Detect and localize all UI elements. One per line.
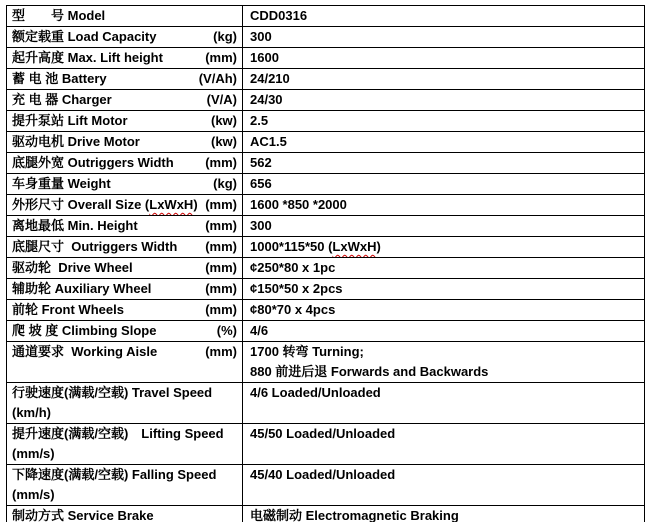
label-text: 底腿尺寸 Outriggers Width [12,239,178,254]
label-text: 车身重量 Weight [12,176,111,191]
value-text: AC1.5 [250,134,287,149]
value-text: 24/210 [250,71,290,86]
spec-row-lifting-speed [7,424,645,465]
label-text-line2: (mm/s) [12,487,55,502]
spec-row-drive-motor [7,132,645,153]
label-text: 外形尺寸 Overall Size (LxWxH) [12,197,198,212]
label-cell [7,424,243,465]
value-text: 562 [250,155,272,170]
spec-row-front-wheels [7,300,645,321]
value-text: 1600 *850 *2000 [250,197,347,212]
label-text: 辅助轮 Auxiliary Wheel [12,281,152,296]
spec-row-weight [7,174,645,195]
spellcheck-wavy-underline: LxWxH [149,197,194,212]
spec-row-lift-motor [7,111,645,132]
label-text: 起升高度 Max. Lift height [12,50,163,65]
value-cell [243,321,645,342]
unit-text: (V/A) [206,92,237,107]
unit-text: (kg) [213,29,237,44]
label-text: 前轮 Front Wheels [12,302,124,317]
spec-row-travel-speed [7,383,645,424]
value-cell [243,342,645,383]
value-text: ¢80*70 x 4pcs [250,302,336,317]
value-text-line1: 1700 转弯 Turning; [250,344,364,359]
value-cell [243,300,645,321]
label-text: 型 号 Model [12,8,106,23]
label-cell [7,6,243,27]
unit-text: (mm) [205,302,237,317]
label-cell [7,216,243,237]
unit-text: (kg) [213,176,237,191]
value-text: 300 [250,29,272,44]
value-text: ¢150*50 x 2pcs [250,281,343,296]
unit-text: (mm) [205,197,237,212]
value-text: 4/6 [250,323,269,338]
spec-row-service-brake [7,506,645,522]
unit-text: (mm) [205,260,237,275]
label-text: 蓄 电 池 Battery [12,71,107,86]
label-cell [7,300,243,321]
value-cell [243,195,645,216]
value-cell [243,279,645,300]
spec-row-outriggers-width [7,153,645,174]
label-text: 制动方式 Service Brake [12,508,154,522]
spec-row-auxiliary-wheel [7,279,645,300]
spec-row-battery [7,69,645,90]
label-text-line1: 下降速度(满载/空载) Falling Speed [12,467,217,482]
value-cell [243,506,645,522]
label-cell [7,258,243,279]
value-text: 24/30 [250,92,283,107]
value-text: 45/50 Loaded/Unloaded [250,426,396,441]
label-cell [7,27,243,48]
value-text: 2.5 [250,113,269,128]
label-cell [7,195,243,216]
label-text: 行驶速度(满载/空载) Travel Speed (km/h) [12,385,216,420]
label-text-line1: 提升速度(满载/空载) Lifting Speed [12,426,224,441]
value-cell [243,153,645,174]
label-cell [7,465,243,506]
unit-text: (mm) [205,281,237,296]
unit-text: (mm) [205,344,237,359]
spec-row-overall-size [7,195,645,216]
value-cell [243,111,645,132]
spec-row-charger [7,90,645,111]
label-text: 额定载重 Load Capacity [12,29,157,44]
value-cell [243,424,645,465]
label-cell [7,237,243,258]
value-text: 电磁制动 Electromagnetic Braking [250,508,459,522]
value-cell [243,132,645,153]
label-text: 充 电 器 Charger [12,92,112,107]
spec-row-falling-speed [7,465,645,506]
spec-row-min-height [7,216,645,237]
value-cell [243,258,645,279]
spellcheck-wavy-underline: LxWxH [332,239,377,254]
label-cell [7,174,243,195]
value-cell [243,465,645,506]
label-cell [7,342,243,383]
label-cell [7,111,243,132]
value-text: 300 [250,218,272,233]
value-cell [243,174,645,195]
value-cell [243,27,645,48]
value-cell [243,383,645,424]
value-text: 4/6 Loaded/Unloaded [250,385,381,400]
spec-row-drive-wheel [7,258,645,279]
spec-row-outriggers-size [7,237,645,258]
spec-row-climbing-slope [7,321,645,342]
label-cell [7,69,243,90]
unit-text: (mm) [205,155,237,170]
value-cell [243,6,645,27]
value-cell [243,90,645,111]
unit-text: (kw) [211,134,237,149]
spec-row-model [7,6,645,27]
label-text: 通道要求 Working Aisle [12,344,158,359]
value-text: 45/40 Loaded/Unloaded [250,467,396,482]
label-text: 提升泵站 Lift Motor [12,113,128,128]
value-cell [243,69,645,90]
spec-row-lift-height [7,48,645,69]
spec-row-working-aisle [7,342,645,383]
spec-row-load-capacity [7,27,645,48]
label-text: 驱动轮 Drive Wheel [12,260,133,275]
label-text-line2: (mm/s) [12,446,55,461]
unit-text: (V/Ah) [198,71,237,86]
value-cell [243,237,645,258]
value-text: CDD0316 [250,8,308,23]
unit-text: (kw) [211,113,237,128]
label-cell [7,48,243,69]
label-cell [7,132,243,153]
label-cell [7,383,243,424]
label-cell [7,321,243,342]
unit-text: (mm) [205,218,237,233]
value-text: 1000*115*50 (LxWxH) [250,239,381,254]
spec-table [6,5,645,522]
label-text: 底腿外宽 Outriggers Width [12,155,174,170]
value-text: 1600 [250,50,279,65]
label-text: 驱动电机 Drive Motor [12,134,140,149]
value-cell [243,216,645,237]
value-text: 656 [250,176,272,191]
value-cell [243,48,645,69]
unit-text: (mm) [205,50,237,65]
label-text: 爬 坡 度 Climbing Slope [12,323,157,338]
label-text: 离地最低 Min. Height [12,218,138,233]
label-cell [7,279,243,300]
label-cell [7,506,243,522]
label-cell [7,90,243,111]
value-text-line2: 880 前进后退 Forwards and Backwards [250,364,489,379]
label-cell [7,153,243,174]
unit-text: (%) [216,323,237,338]
value-text: ¢250*80 x 1pc [250,260,336,275]
unit-text: (mm) [205,239,237,254]
